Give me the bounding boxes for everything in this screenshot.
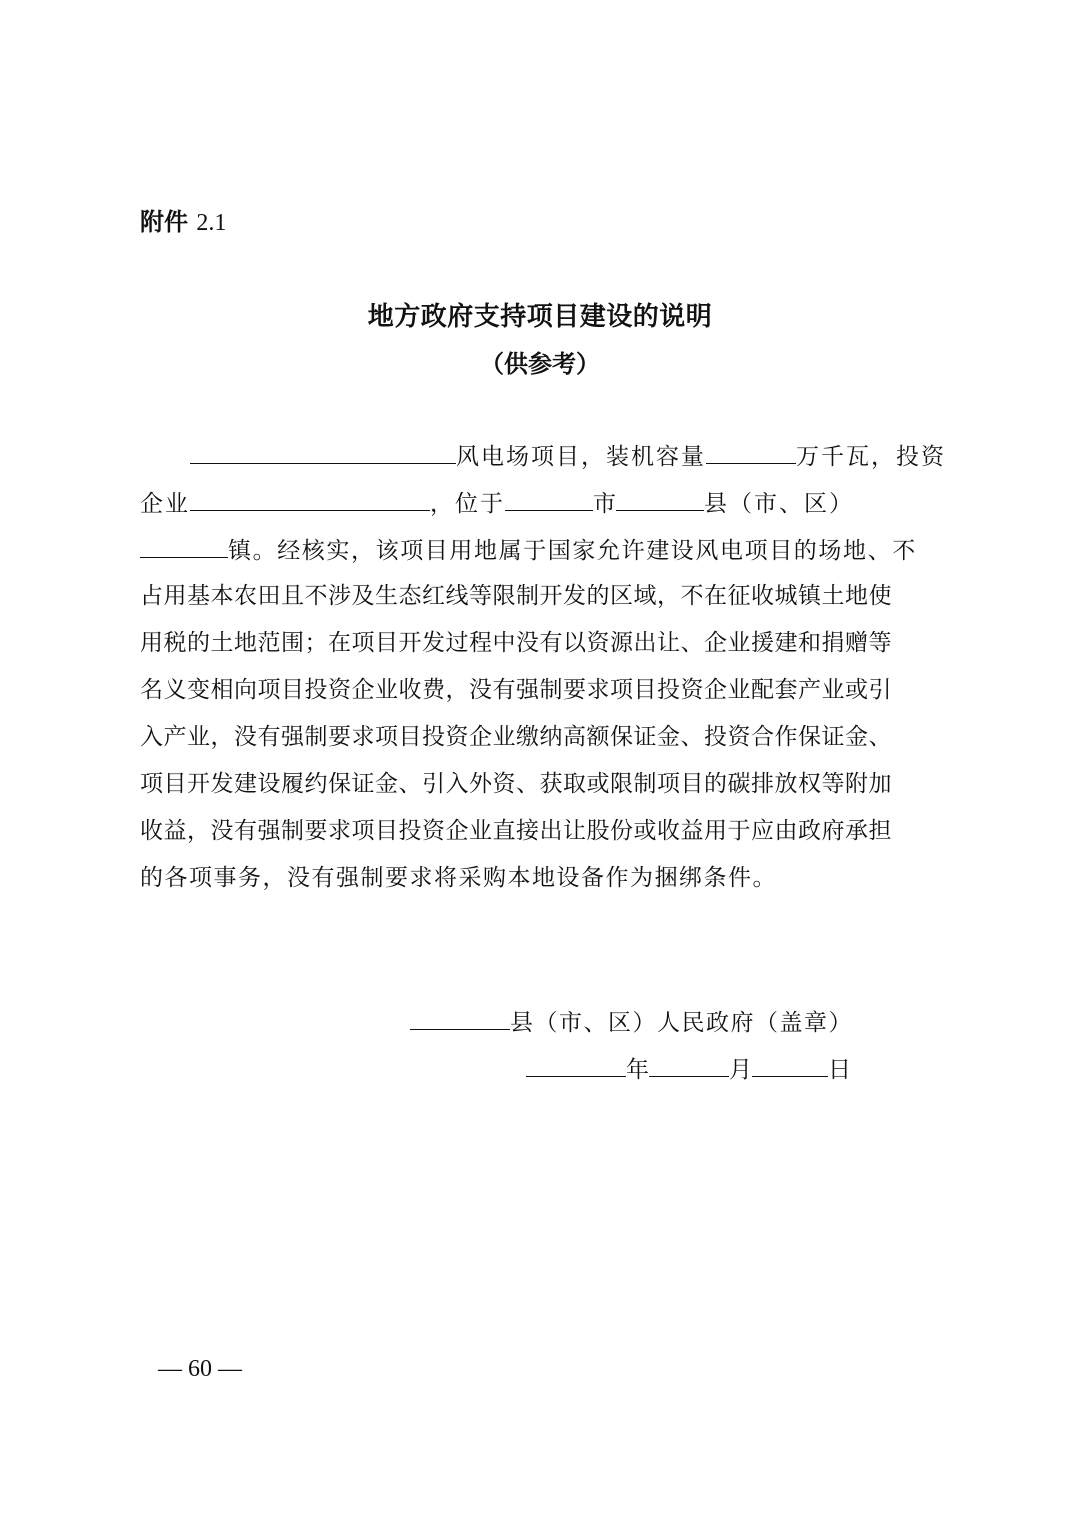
date-line bbox=[526, 1053, 851, 1085]
body-line-1 bbox=[140, 440, 946, 470]
body-line-9: 收益，没有强制要求项目投资企业直接出让股份或收益用于应由政府承担 bbox=[140, 818, 892, 844]
body-text: 县（市、区） bbox=[704, 491, 854, 517]
body-text: ，位于 bbox=[430, 491, 505, 517]
body-text: 企业 bbox=[140, 491, 190, 517]
body-text: 万千瓦，投资 bbox=[796, 444, 946, 470]
enterprise-blank bbox=[190, 487, 430, 511]
government-signature bbox=[410, 1006, 853, 1038]
county-blank bbox=[616, 487, 704, 511]
body-line-4: 占用基本农田且不涉及生态红线等限制开发的区域，不在征收城镇土地使 bbox=[140, 583, 892, 609]
body-line-2 bbox=[140, 487, 940, 517]
body-line-10: 的各项事务，没有强制要求将采购本地设备作为捆绑条件。 bbox=[140, 865, 777, 891]
county-name-blank bbox=[410, 1006, 510, 1030]
attachment-label bbox=[140, 202, 226, 237]
town-blank bbox=[140, 534, 228, 558]
body-line-6: 名义变相向项目投资企业收费，没有强制要求项目投资企业配套产业或引 bbox=[140, 677, 892, 703]
document-subtitle: （供参考） bbox=[480, 350, 600, 378]
capacity-blank bbox=[706, 440, 796, 464]
day-blank bbox=[752, 1053, 828, 1077]
attachment-number: 2.1 bbox=[196, 210, 227, 236]
year-blank bbox=[526, 1053, 626, 1077]
body-line-8: 项目开发建设履约保证金、引入外资、获取或限制项目的碳排放权等附加 bbox=[140, 771, 892, 797]
body-line-7: 入产业，没有强制要求项目投资企业缴纳高额保证金、投资合作保证金、 bbox=[140, 724, 892, 750]
year-label: 年 bbox=[626, 1057, 649, 1083]
month-label: 月 bbox=[729, 1057, 752, 1083]
page-number: — 60 — bbox=[158, 1356, 242, 1382]
body-line-5: 用税的土地范围；在项目开发过程中没有以资源出让、企业援建和捐赠等 bbox=[140, 630, 892, 656]
body-text: 镇。经核实，该项目用地属于国家允许建设风电项目的场地、不 bbox=[228, 538, 917, 564]
month-blank bbox=[649, 1053, 729, 1077]
city-blank bbox=[505, 487, 593, 511]
attachment-label-text: 附件 bbox=[140, 208, 188, 236]
document-title: 地方政府支持项目建设的说明 bbox=[367, 302, 713, 332]
body-text: 市 bbox=[593, 491, 616, 517]
government-label: 县（市、区）人民政府（盖章） bbox=[510, 1010, 853, 1036]
day-label: 日 bbox=[828, 1057, 851, 1083]
body-line-3 bbox=[140, 534, 940, 564]
project-name-blank bbox=[190, 440, 456, 464]
body-text: 风电场项目，装机容量 bbox=[456, 444, 706, 470]
